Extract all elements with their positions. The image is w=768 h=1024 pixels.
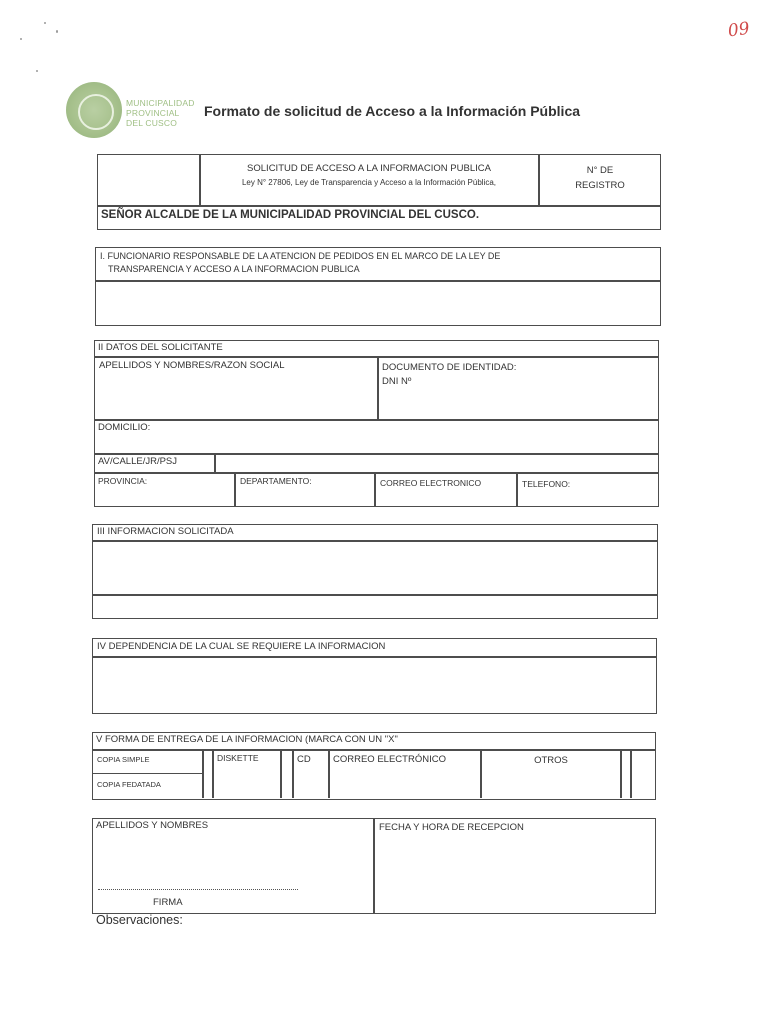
observaciones-label: Observaciones: <box>96 913 183 927</box>
page-number: 09 <box>726 18 751 42</box>
section-2-title: II DATOS DEL SOLICITANTE <box>98 342 223 353</box>
logo-line: DEL CUSCO <box>126 118 178 128</box>
funcionario-field[interactable] <box>97 283 659 324</box>
divider <box>212 750 214 798</box>
telefono-label: TELEFONO: <box>522 479 571 489</box>
checkbox-correo[interactable] <box>622 751 630 797</box>
apellidos-label: APELLIDOS Y NOMBRES/RAZON SOCIAL <box>99 360 285 371</box>
divider <box>377 357 379 419</box>
addressee: SEÑOR ALCALDE DE LA MUNICIPALIDAD PROVINCIAL DEL CUSCO. <box>101 209 480 221</box>
informacion-field[interactable] <box>94 542 656 593</box>
dni-label: DNI Nº <box>382 376 412 387</box>
section-5-title: V FORMA DE ENTREGA DE LA INFORMACION (MARCA CON UN "X" <box>96 734 398 745</box>
apellidos-nombres-field[interactable] <box>94 836 372 886</box>
divider <box>93 594 657 596</box>
scan-speck <box>20 38 22 40</box>
registro-label: REGISTRO <box>575 180 625 191</box>
divider <box>374 473 376 506</box>
divider <box>234 473 236 506</box>
section-1-title-cont: TRANSPARENCIA Y ACCESO A LA INFORMACION PUBLICA <box>108 264 360 274</box>
cd-label: CD <box>297 754 311 765</box>
logo-line: MUNICIPALIDAD <box>126 98 195 108</box>
section-4-title: IV DEPENDENCIA DE LA CUAL SE REQUIERE LA INFORMACION <box>97 641 386 652</box>
checkbox-copia[interactable] <box>204 751 212 797</box>
avcalle-label: AV/CALLE/JR/PSJ <box>98 456 178 467</box>
dni-field[interactable] <box>420 376 656 418</box>
otros-label: OTROS <box>534 755 568 766</box>
departamento-label: DEPARTAMENTO: <box>240 476 312 486</box>
scan-speck <box>44 22 46 24</box>
checkbox-diskette[interactable] <box>282 751 292 797</box>
correo-label: CORREO ELECTRONICO <box>380 478 482 488</box>
firma-label: FIRMA <box>153 897 183 908</box>
provincia-label: PROVINCIA: <box>98 476 148 486</box>
apellidos-field[interactable] <box>96 372 376 418</box>
domicilio-label: DOMICILIO: <box>98 422 151 433</box>
divider <box>96 280 660 282</box>
fecha-recepcion-field[interactable] <box>376 838 654 912</box>
checkbox-otros[interactable] <box>632 751 654 797</box>
logo-text <box>126 98 195 128</box>
law-reference: Ley N° 27806, Ley de Transparencia y Acceso a la Información Pública, <box>241 178 496 187</box>
scan-speck <box>56 30 58 33</box>
scan-speck <box>36 70 38 72</box>
copia-simple-label: COPIA SIMPLE <box>97 755 150 764</box>
section-1-title: I. FUNCIONARIO RESPONSABLE DE LA ATENCION DE PEDIDOS EN EL MARCO DE LA LEY DE <box>100 251 501 261</box>
divider <box>98 205 660 207</box>
form-title: Formato de solicitud de Acceso a la Información Pública <box>204 103 581 119</box>
avcalle-field[interactable] <box>216 455 657 471</box>
solicitud-heading: SOLICITUD DE ACCESO A LA INFORMACION PUBLICA <box>247 163 491 174</box>
registro-label: N° DE <box>586 165 614 176</box>
divider <box>95 472 658 474</box>
municipal-seal-logo <box>66 82 122 138</box>
documento-label: DOCUMENTO DE IDENTIDAD: <box>382 362 517 373</box>
divider <box>93 749 655 751</box>
copia-fedatada-label: COPIA FEDATADA <box>97 780 161 789</box>
diskette-label: DISKETTE <box>217 753 259 763</box>
logo-line: PROVINCIAL <box>126 108 180 118</box>
divider <box>328 750 330 798</box>
signature-line <box>98 889 298 890</box>
dependencia-field[interactable] <box>94 658 655 712</box>
divider <box>373 819 375 913</box>
divider <box>93 773 203 774</box>
apellidos-nombres-label: APELLIDOS Y NOMBRES <box>96 820 209 831</box>
domicilio-field[interactable] <box>96 434 657 452</box>
fecha-recepcion-label: FECHA Y HORA DE RECEPCION <box>379 822 524 833</box>
correo-electronico-label: CORREO ELECTRÓNICO <box>333 754 446 765</box>
divider <box>292 750 294 798</box>
divider <box>95 419 658 421</box>
divider <box>516 473 518 506</box>
section-3-title: III INFORMACION SOLICITADA <box>97 526 234 537</box>
